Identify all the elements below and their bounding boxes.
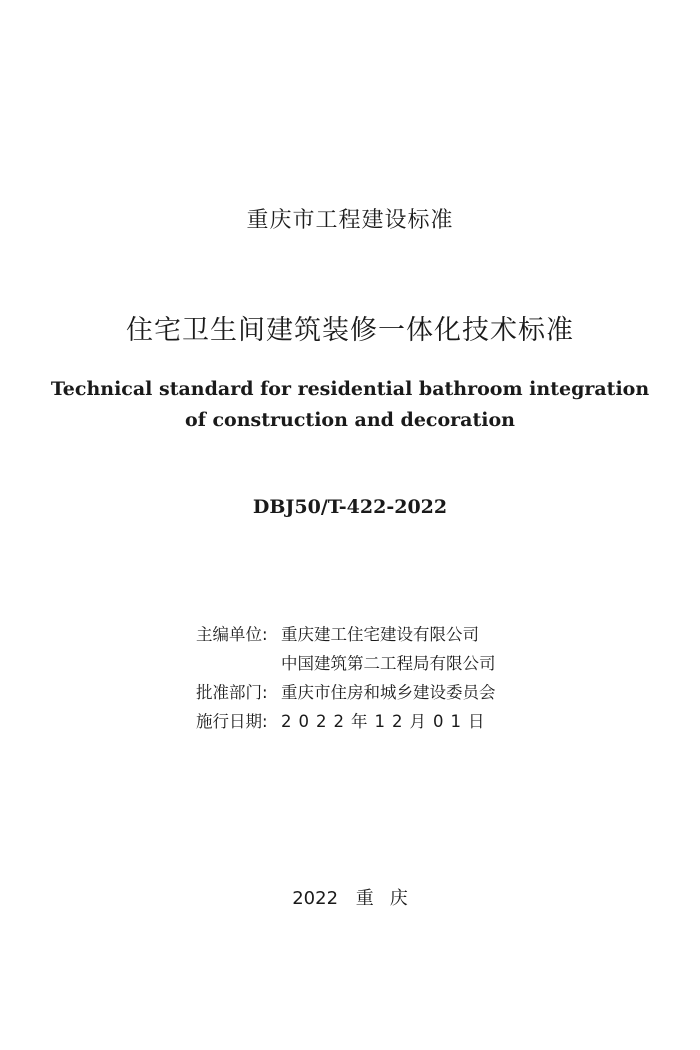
info-row-chief-editor — [196, 620, 556, 649]
info-row-approval-department — [196, 678, 556, 707]
chinese-title: 住宅卫生间建筑装修一体化技术标准 — [126, 315, 574, 346]
english-title-line-1: Technical standard for residential bathroom integration — [50, 378, 650, 400]
effective-date-value: 2022年12月01日 — [281, 712, 492, 731]
standard-series-heading: 重庆市工程建设标准 — [246, 208, 454, 233]
footer-year: 2022 — [292, 888, 339, 909]
info-row-co-editor — [196, 649, 556, 678]
info-label: 主编单位: — [196, 625, 268, 644]
info-value: 重庆市住房和城乡建设委员会 — [281, 683, 496, 702]
publication-info — [196, 620, 556, 736]
info-label: 批准部门: — [196, 683, 268, 702]
footer-city: 重庆 — [355, 888, 424, 909]
info-label: 施行日期: — [196, 712, 268, 731]
standard-code: DBJ50/T-422-2022 — [252, 496, 448, 518]
info-value: 重庆建工住宅建设有限公司 — [281, 625, 479, 644]
info-row-effective-date — [196, 707, 556, 736]
english-title-line-2: of construction and decoration — [185, 409, 515, 431]
info-value: 中国建筑第二工程局有限公司 — [281, 654, 496, 673]
english-title — [0, 374, 700, 436]
footer-imprint — [0, 884, 700, 910]
info-label — [196, 649, 281, 678]
